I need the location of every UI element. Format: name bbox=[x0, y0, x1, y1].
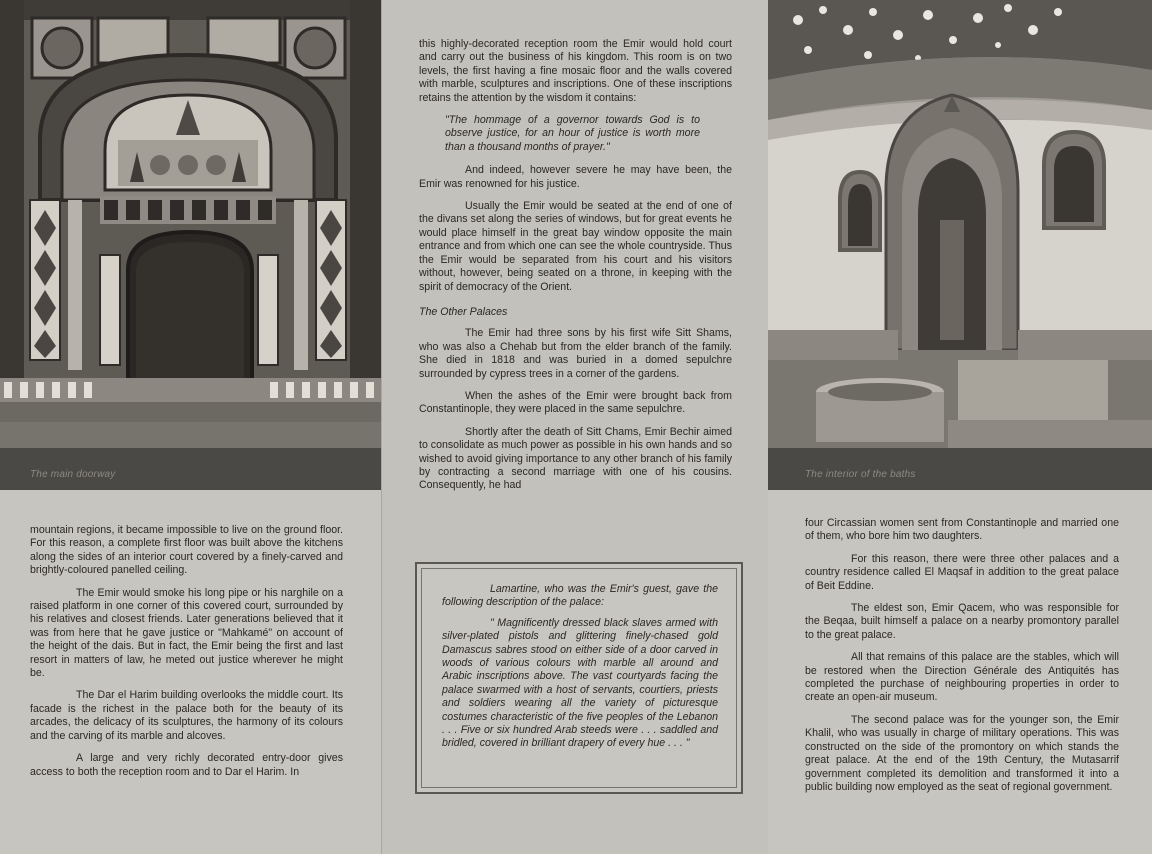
paragraph: The second palace was for the younger son, the Emir Khalil, who was usually in charge of military operations. This was constructed on the side of the promontory on which stands the great palace. At the end of the 19th Century, the Mutasarrif government completed its demolition and transformed it into a public building now employed as the seat of regional government. bbox=[805, 713, 1119, 793]
box-quote: " Magnificently dressed black slaves armed with silver-plated pistols and glittering finely-chased gold Damascus sabres stood on either side of a door carved in woods of various colours with marble all around and Arabic inscriptions above. The vast courtyards facing the palace swarmed with a host of servants, courtiers, priests and soldiers wearing all the variety of picturesque costumes characteristic of the five peoples of the Lebanon . . . Five or six hundred Arab steeds were . . . saddled and bridled, covered in brilliant drapery of every hue . . . " bbox=[442, 616, 718, 750]
paragraph: mountain regions, it became impossible to live on the ground floor. For this reason, a complete first floor was built above the kitchens along the sides of an interior court covered by a finely-carved and brightly-coloured panelled ceiling. bbox=[30, 524, 343, 577]
photo-caption: The main doorway bbox=[30, 469, 116, 480]
right-column-text bbox=[805, 517, 1119, 803]
paragraph: And indeed, however severe he may have been, the Emir was renowned for his justice. bbox=[419, 164, 732, 190]
paragraph: When the ashes of the Emir were brought back from Constantinople, they were placed in the same sepulchre. bbox=[419, 389, 732, 416]
paragraph: four Circassian women sent from Constantinople and married one of them, who bore him two daughters. bbox=[805, 517, 1119, 543]
paragraph: The Emir would smoke his long pipe or his narghile on a raised platform in one corner of this covered court, surrounded by his relatives and closest friends. Later generations believed that it was from here that he gave justice or "Mahkamé" on account of the height of the dais. But in fact, the Emir being the first and last resort in matters of law, he meted out justice wherever he might be. bbox=[30, 586, 343, 680]
lamartine-box bbox=[415, 562, 743, 794]
paragraph: A large and very richly decorated entry-door gives access to both the reception room and to Dar el Harim. In bbox=[30, 752, 343, 778]
photo-caption: The interior of the baths bbox=[805, 469, 916, 480]
inscription-quote: "The hommage of a governor towards God is to observe justice, for an hour of justice is worth more than a thousand months of prayer." bbox=[445, 114, 700, 153]
paragraph: All that remains of this palace are the stables, which will be restored when the Direction Générale des Antiquités has completed the purchase of neighbouring properties in order to create an open-air museum. bbox=[805, 651, 1119, 704]
middle-panel bbox=[381, 0, 770, 854]
main-doorway-illustration bbox=[0, 0, 381, 448]
paragraph: Usually the Emir would be seated at the end of one of the divans set along the series of windows, but for great events he would place himself in the great bay window opposite the main entrance and from which one can see the whole countryside. Thus the Emir would be separated from his court and his visitors without, however, being seated on a throne, in keeping with the spirit of democracy of the Orient. bbox=[419, 200, 732, 293]
paragraph: For this reason, there were three other palaces and a country residence called El Maqsaf in addition to the great palace of Beit Eddine. bbox=[805, 552, 1119, 592]
right-panel bbox=[768, 0, 1152, 854]
paragraph: Shortly after the death of Sitt Chams, Emir Bechir aimed to consolidate as much power as possible in his own hands and so wished to avoid giving importance to any other branch of his family by contracting a second marriage with one of his cousins. Consequently, he had bbox=[419, 425, 732, 492]
box-intro: Lamartine, who was the Emir's guest, gave the following description of the palace: bbox=[442, 583, 718, 609]
paragraph: this highly-decorated reception room the Emir would hold court and carry out the business of his kingdom. This room is on two levels, the first having a fine mosaic floor and the walls covered with marble, sculptures and inscriptions. One of these inscriptions retains the attention by the wisdom it contains: bbox=[419, 38, 732, 104]
paragraph: The Dar el Harim building overlooks the middle court. Its facade is the richest in the palace both for the beauty of its arcades, the delicacy of its sculptures, the harmony of its colours and the carving of its marble and alcoves. bbox=[30, 689, 343, 742]
baths-interior-photo bbox=[768, 0, 1152, 448]
paragraph: The Emir had three sons by his first wife Sitt Shams, who was also a Chehab but from the elder branch of the family. She died in 1818 and was buried in a domed sepulchre surrounded by cypress trees in a corner of the gardens. bbox=[419, 327, 732, 380]
caption-bar bbox=[768, 448, 1152, 490]
lamartine-box-inner bbox=[421, 568, 737, 788]
paragraph: The eldest son, Emir Qacem, who was responsible for the Beqaa, built himself a palace on a nearby promontory parallel to the great palace. bbox=[805, 602, 1119, 641]
left-column-text bbox=[30, 524, 343, 788]
section-heading: The Other Palaces bbox=[419, 305, 508, 318]
left-panel bbox=[0, 0, 381, 854]
main-doorway-photo bbox=[0, 0, 381, 448]
baths-interior-illustration bbox=[768, 0, 1152, 448]
caption-bar bbox=[0, 448, 381, 490]
middle-column-text bbox=[419, 38, 732, 502]
